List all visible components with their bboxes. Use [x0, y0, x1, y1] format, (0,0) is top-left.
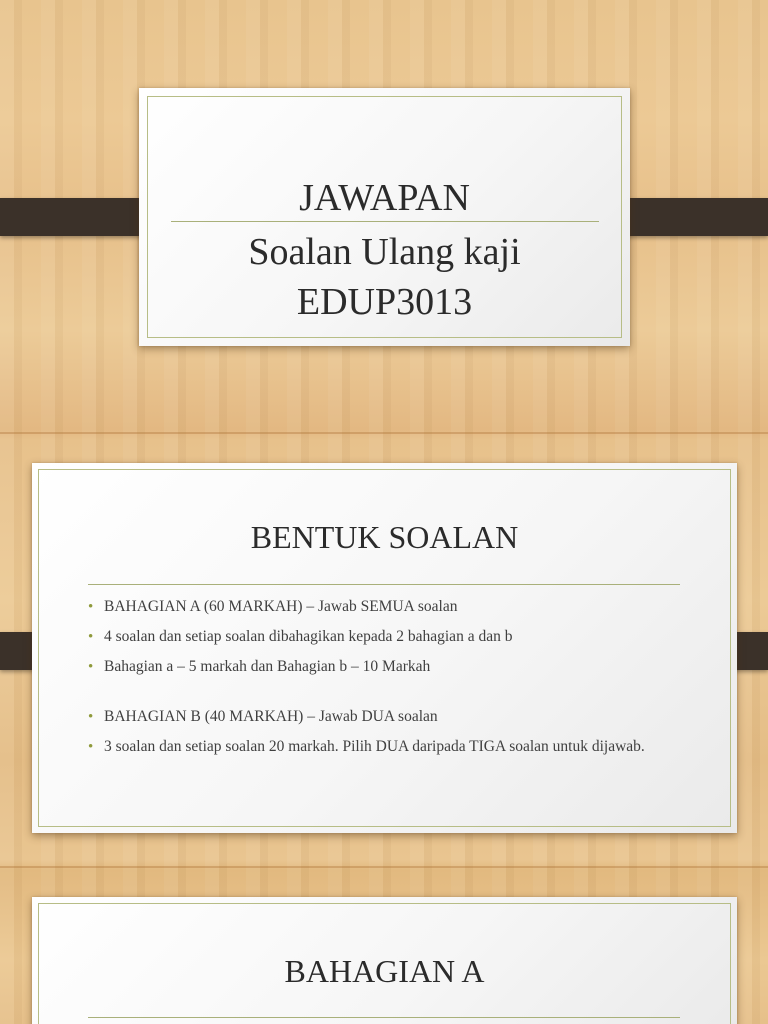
bullet-icon: •: [88, 629, 94, 645]
list-item: [88, 707, 680, 727]
title-slide[interactable]: [139, 88, 630, 346]
slide-subtitle-line: Soalan Ulang kaji: [248, 231, 521, 273]
slide-heading: BENTUK SOALAN: [250, 519, 519, 555]
bullet-icon: •: [88, 599, 94, 615]
bullet-icon: •: [88, 739, 94, 755]
wood-plank-seam: [0, 866, 768, 868]
list-item: [88, 657, 680, 677]
slide-strap-left: [0, 198, 156, 236]
bullet-icon: •: [88, 709, 94, 725]
slide-course-code: EDUP3013: [296, 281, 473, 323]
list-item-text: 3 soalan dan setiap soalan 20 markah. Pilih DUA daripada TIGA soalan untuk dijawab.: [104, 738, 645, 755]
bahagian-a-slide[interactable]: [32, 897, 737, 1024]
slide-heading: BAHAGIAN A: [284, 953, 485, 989]
list-item-text: BAHAGIAN B (40 MARKAH) – Jawab DUA soalan: [104, 708, 438, 725]
heading-divider: [88, 584, 680, 585]
list-item-text: BAHAGIAN A (60 MARKAH) – Jawab SEMUA soalan: [104, 598, 458, 615]
list-item: [88, 627, 680, 647]
list-item-text: Bahagian a – 5 markah dan Bahagian b – 10 Markah: [104, 658, 431, 675]
slide-strap-right: [612, 198, 768, 236]
heading-divider: [88, 1017, 680, 1018]
bentuk-soalan-slide[interactable]: [32, 463, 737, 833]
list-item-text: 4 soalan dan setiap soalan dibahagikan kepada 2 bahagian a dan b: [104, 628, 513, 645]
list-item: [88, 597, 680, 617]
bullet-list: [88, 597, 680, 767]
slide-title-line: JAWAPAN: [299, 177, 470, 219]
bullet-icon: •: [88, 659, 94, 675]
list-item: [88, 737, 680, 757]
wood-plank-seam: [0, 432, 768, 434]
